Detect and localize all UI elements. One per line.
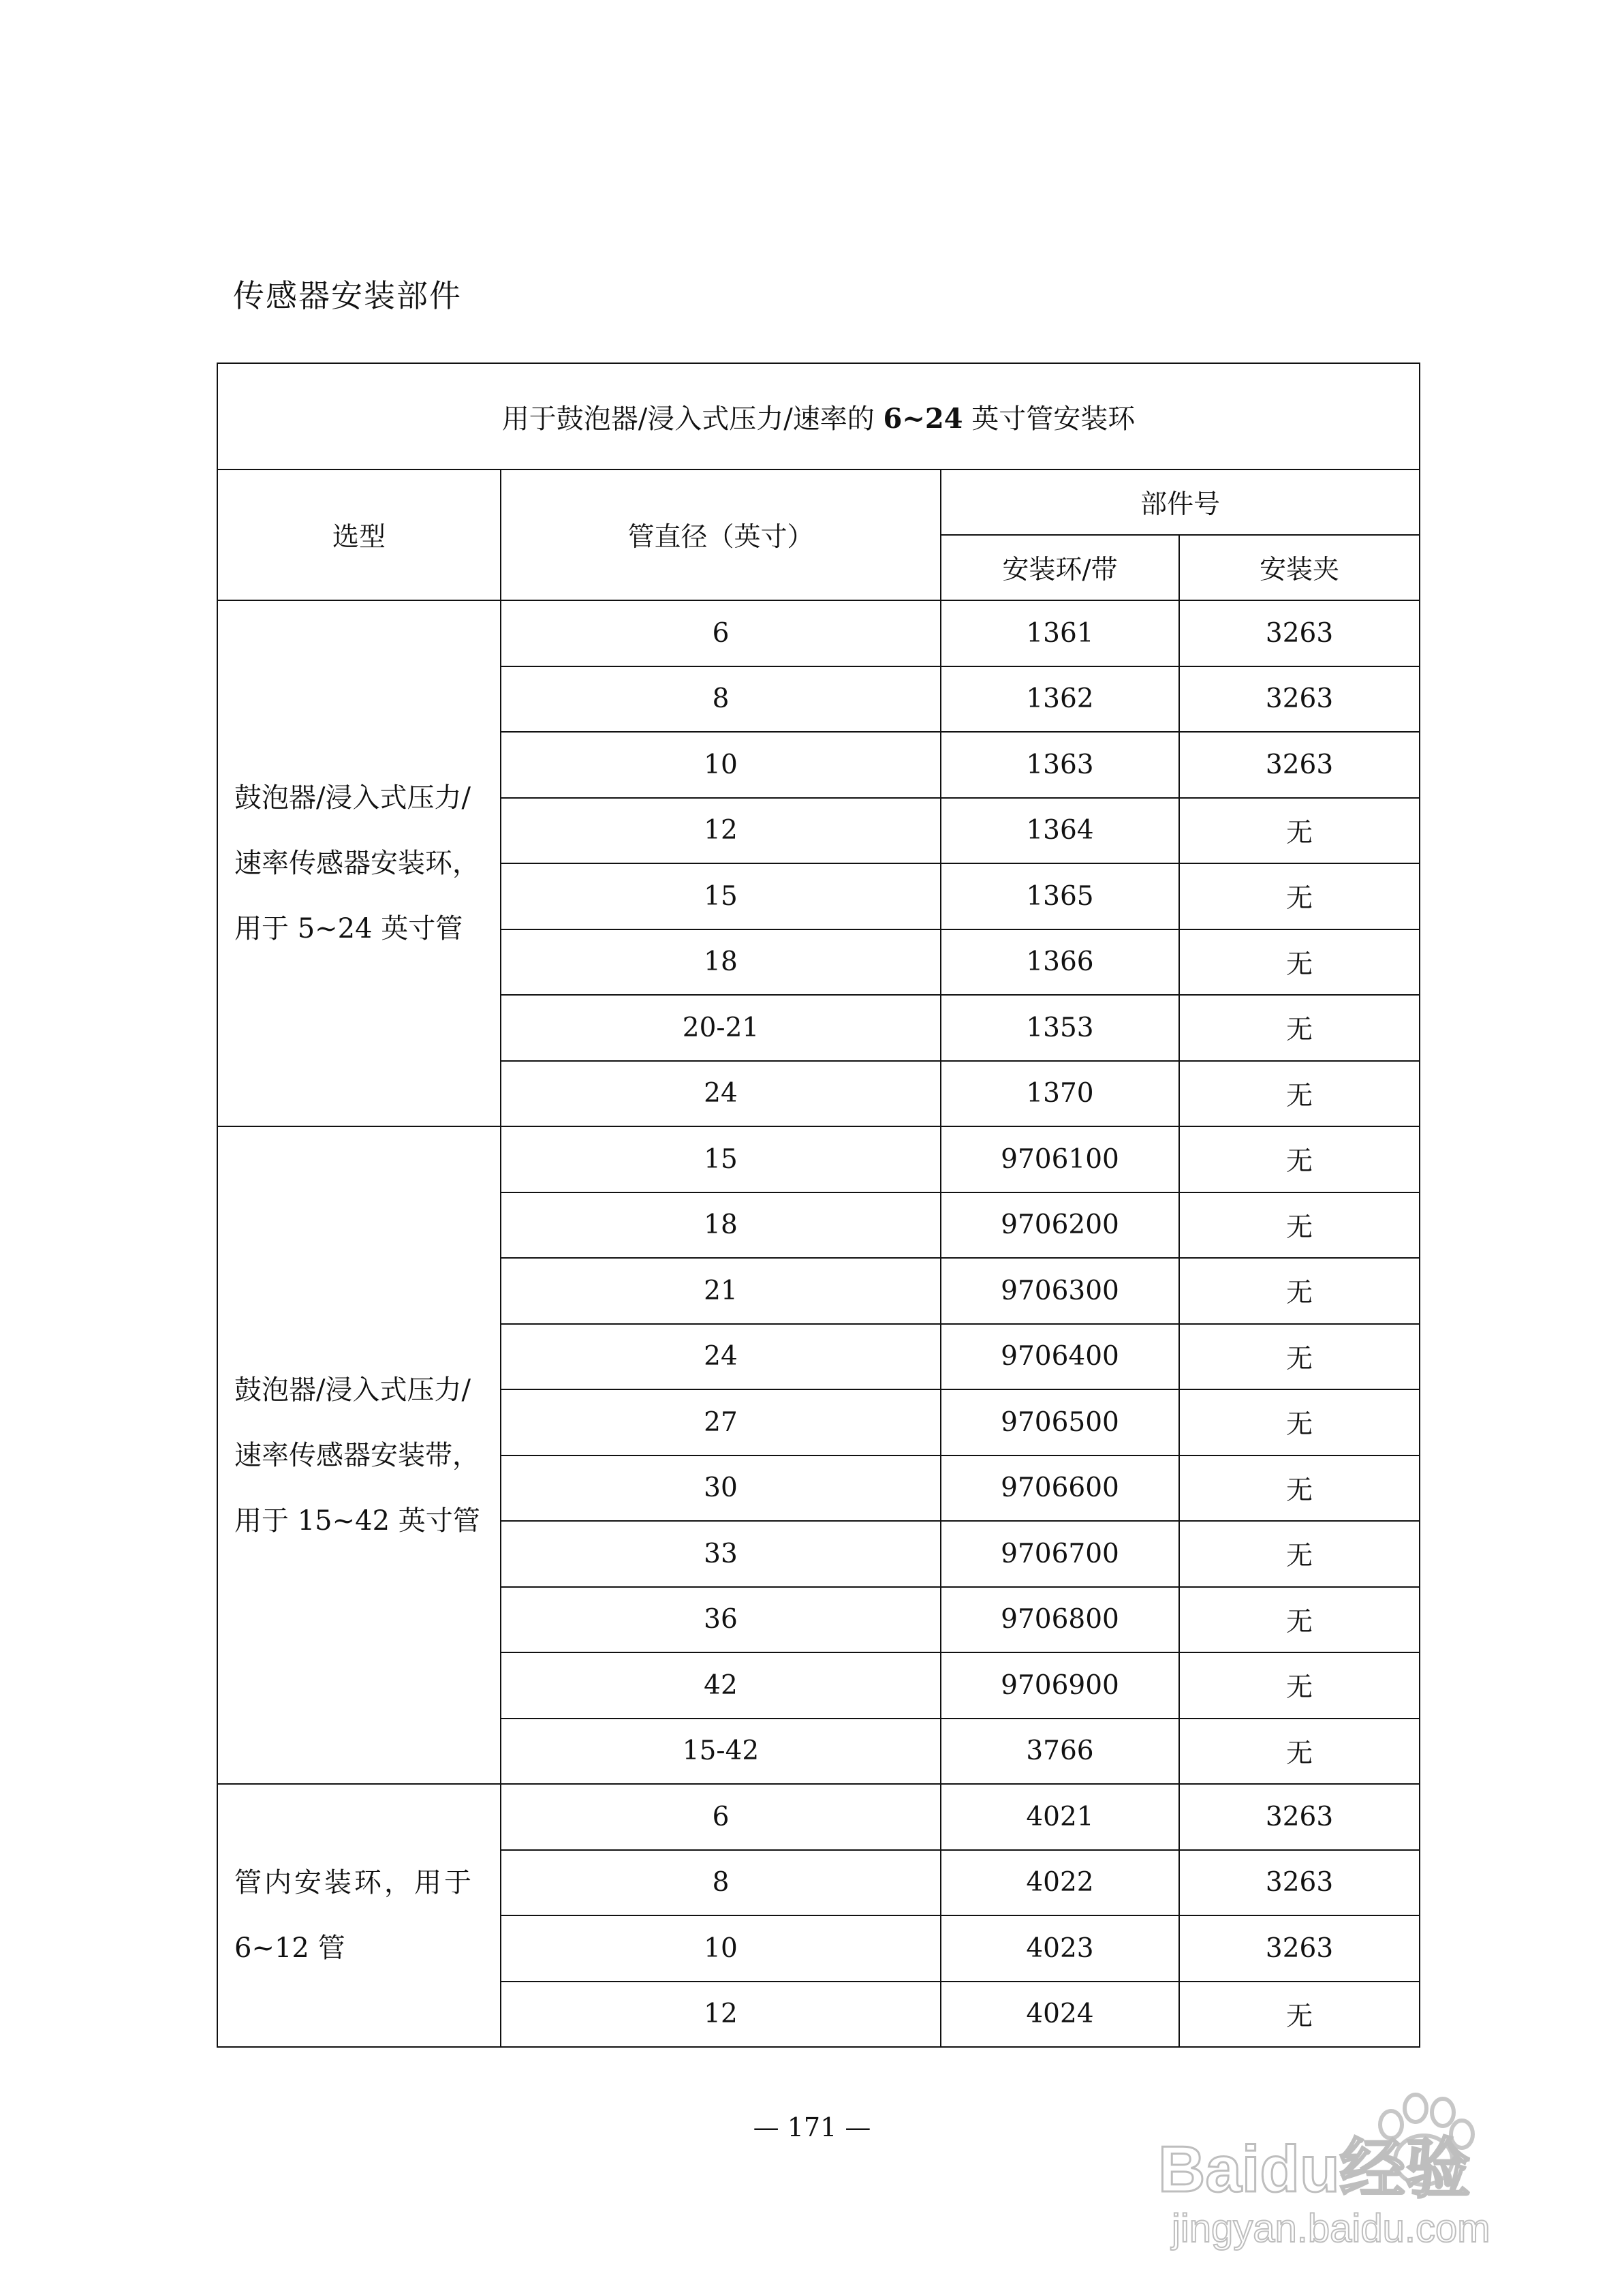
cell-diameter: 24 <box>501 1061 941 1127</box>
cell-clamp: 3263 <box>1179 1784 1420 1850</box>
cell-diameter: 20-21 <box>501 995 941 1061</box>
cell-ring-band: 1353 <box>941 995 1179 1061</box>
header-diameter: 管直径（英寸） <box>501 469 941 600</box>
cell-ring-band: 1361 <box>941 600 1179 666</box>
cell-diameter: 27 <box>501 1389 941 1455</box>
group-label-line: 速率传感器安装环， <box>234 848 480 879</box>
cell-clamp: 3263 <box>1179 666 1420 733</box>
cell-clamp: 无 <box>1179 1521 1420 1587</box>
cell-ring-band: 4022 <box>941 1850 1179 1916</box>
header-clamp: 安装夹 <box>1179 535 1420 600</box>
cell-clamp: 3263 <box>1179 1915 1420 1982</box>
caption-part: 用于鼓泡器/浸入式压力/速率的 <box>501 403 884 435</box>
cell-clamp: 无 <box>1179 1587 1420 1653</box>
header-part-no: 部件号 <box>941 469 1420 535</box>
cell-diameter: 10 <box>501 1915 941 1982</box>
cell-ring-band: 9706200 <box>941 1192 1179 1259</box>
cell-diameter: 24 <box>501 1324 941 1390</box>
cell-clamp: 无 <box>1179 1324 1420 1390</box>
caption-part: 英寸管安装环 <box>963 403 1136 435</box>
watermark-url: jingyan.baidu.com <box>1172 2206 1490 2251</box>
parts-table <box>217 363 1420 2048</box>
cell-ring-band: 9706800 <box>941 1587 1179 1653</box>
group-label <box>217 1784 501 2047</box>
cell-ring-band: 9706100 <box>941 1126 1179 1192</box>
group-label-line: 速率传感器安装带， <box>234 1439 480 1471</box>
header-ring-band: 安装环/带 <box>941 535 1179 600</box>
table-row <box>217 600 1420 666</box>
cell-diameter: 12 <box>501 1982 941 2048</box>
cell-clamp: 3263 <box>1179 732 1420 798</box>
cell-diameter: 18 <box>501 929 941 996</box>
cell-clamp: 无 <box>1179 1061 1420 1127</box>
cell-clamp: 无 <box>1179 1126 1420 1192</box>
cell-ring-band: 1370 <box>941 1061 1179 1127</box>
group-label <box>217 1126 501 1784</box>
cell-diameter: 15 <box>501 863 941 929</box>
group-label <box>217 600 501 1126</box>
baidu-jingyan-watermark <box>1151 2058 1540 2262</box>
cell-diameter: 15 <box>501 1126 941 1192</box>
cell-ring-band: 9706300 <box>941 1258 1179 1324</box>
cell-clamp: 无 <box>1179 1719 1420 1785</box>
group-label-line: 用于 5~24 英寸管 <box>234 913 463 944</box>
cell-clamp: 无 <box>1179 995 1420 1061</box>
caption-range: 6~24 <box>883 402 963 435</box>
cell-diameter: 21 <box>501 1258 941 1324</box>
cell-ring-band: 1364 <box>941 798 1179 864</box>
group-label-line: 用于 15~42 英寸管 <box>234 1505 480 1537</box>
cell-ring-band: 1362 <box>941 666 1179 733</box>
cell-diameter: 8 <box>501 1850 941 1916</box>
cell-ring-band: 4024 <box>941 1982 1179 2048</box>
cell-ring-band: 1363 <box>941 732 1179 798</box>
cell-clamp: 无 <box>1179 1389 1420 1455</box>
header-model: 选型 <box>217 469 501 600</box>
watermark-brand: Baidu经验 <box>1158 2133 1471 2206</box>
cell-ring-band: 9706900 <box>941 1652 1179 1719</box>
page-number: — 171 — <box>753 2112 871 2142</box>
cell-ring-band: 9706600 <box>941 1455 1179 1522</box>
cell-diameter: 15-42 <box>501 1719 941 1785</box>
cell-ring-band: 1366 <box>941 929 1179 996</box>
section-title: 传感器安装部件 <box>233 277 462 314</box>
table-row <box>217 1784 1420 1850</box>
cell-clamp: 3263 <box>1179 600 1420 666</box>
table-caption <box>217 363 1420 469</box>
cell-clamp: 无 <box>1179 1652 1420 1719</box>
cell-diameter: 18 <box>501 1192 941 1259</box>
cell-diameter: 33 <box>501 1521 941 1587</box>
cell-ring-band: 1365 <box>941 863 1179 929</box>
cell-ring-band: 9706700 <box>941 1521 1179 1587</box>
cell-ring-band: 9706400 <box>941 1324 1179 1390</box>
cell-diameter: 8 <box>501 666 941 733</box>
cell-clamp: 3263 <box>1179 1850 1420 1916</box>
group-label-line: 鼓泡器/浸入式压力/ <box>234 1374 471 1406</box>
cell-ring-band: 4021 <box>941 1784 1179 1850</box>
group-label-line: 鼓泡器/浸入式压力/ <box>234 782 471 814</box>
cell-clamp: 无 <box>1179 863 1420 929</box>
cell-diameter: 12 <box>501 798 941 864</box>
cell-clamp: 无 <box>1179 798 1420 864</box>
cell-ring-band: 4023 <box>941 1915 1179 1982</box>
cell-clamp: 无 <box>1179 1455 1420 1522</box>
group-label-line: 管内安装环，用于 <box>234 1867 474 1898</box>
table-row <box>217 1126 1420 1192</box>
cell-clamp: 无 <box>1179 1192 1420 1259</box>
cell-diameter: 10 <box>501 732 941 798</box>
cell-ring-band: 3766 <box>941 1719 1179 1785</box>
cell-clamp: 无 <box>1179 1258 1420 1324</box>
cell-diameter: 30 <box>501 1455 941 1522</box>
group-label-line: 6~12 管 <box>234 1932 345 1964</box>
cell-diameter: 36 <box>501 1587 941 1653</box>
cell-diameter: 6 <box>501 1784 941 1850</box>
cell-diameter: 6 <box>501 600 941 666</box>
cell-diameter: 42 <box>501 1652 941 1719</box>
cell-clamp: 无 <box>1179 1982 1420 2048</box>
cell-clamp: 无 <box>1179 929 1420 996</box>
cell-ring-band: 9706500 <box>941 1389 1179 1455</box>
